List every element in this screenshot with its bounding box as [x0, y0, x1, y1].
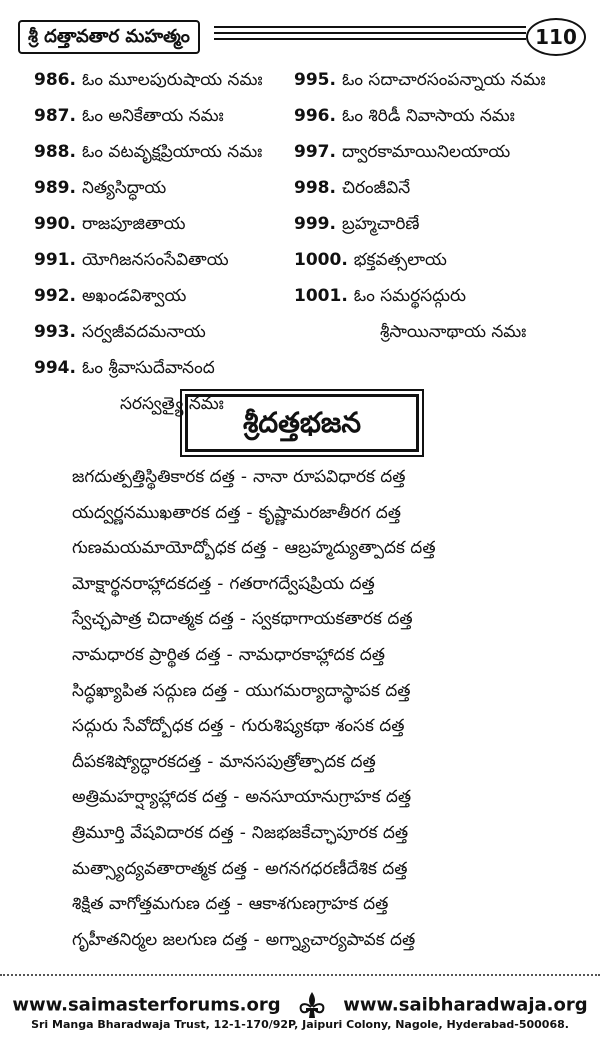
name-text: ఓం సదాచారసంపన్నాయ నమః — [341, 70, 546, 90]
footer-url-left: www.saimasterforums.org — [12, 994, 281, 1016]
bhajana-line — [30, 496, 590, 532]
bhajana-left: యద్వర్ణనముఖతారక దత్త — [72, 502, 241, 523]
name-text: భక్తవత్సలాయ — [353, 250, 447, 270]
bhajana-line — [30, 460, 590, 496]
bhajana-separator: - — [239, 822, 246, 843]
bhajana-left: సద్గురు సేవోద్బోధక దత్త — [72, 716, 224, 737]
bhajana-right: ఆకాశగుణగ్రాహక దత్త — [248, 894, 389, 915]
bhajana-left: మోక్షార్థనరాహ్లాదకదత్త — [72, 573, 212, 594]
name-number: 986. — [34, 70, 76, 90]
name-row — [34, 206, 294, 242]
bhajana-line — [30, 638, 590, 674]
bhajana-left: స్వేచ్ఛపాత్ర చిదాత్మక దత్త — [72, 609, 234, 630]
bhajana-separator: - — [233, 787, 240, 808]
name-row — [34, 350, 294, 386]
footer-divider — [0, 974, 600, 976]
name-row — [294, 98, 594, 134]
bhajana-separator: - — [226, 644, 233, 665]
bhajana-right: గురుశిష్యకథా శంసక దత్త — [241, 716, 405, 737]
name-text: ద్వారకామాయినిలయాయ — [341, 142, 511, 162]
name-text: రాజపూజితాయ — [81, 214, 186, 234]
bhajana-left: జగదుత్పత్తిస్థితికారక దత్త — [72, 467, 235, 487]
bhajana-line — [30, 531, 590, 567]
bhajana-separator: - — [253, 929, 260, 950]
names-column-left — [34, 62, 294, 422]
name-row — [34, 170, 294, 206]
bhajana-right: కృష్ణామరజాతీరగ దత్త — [258, 502, 402, 523]
name-text: చిరంజీవినే — [341, 178, 411, 198]
bhajana-separator: - — [240, 467, 247, 487]
name-number: 992. — [34, 286, 76, 306]
name-continuation: శ్రీసాయినాథాయ నమః — [380, 322, 527, 342]
footer-address: Sri Manga Bharadwaja Trust, 12-1-170/92P, Jaipuri Colony, Nagole, Hyderabad-500068. — [31, 1018, 569, 1031]
bhajana-line — [30, 602, 590, 638]
name-number: 988. — [34, 142, 76, 162]
bhajana-right: స్వకథాగాయకతారక దత్త — [251, 609, 413, 630]
bhajana-right: అనసూయానుగ్రాహక దత్త — [245, 787, 412, 808]
name-number: 1000. — [294, 250, 348, 270]
name-text: సర్వజీవదమనాయ — [81, 322, 206, 342]
bhajana-right: యుగమర్యాదాస్థాపక దత్త — [245, 680, 411, 701]
name-text: ఓం శిరిడీ నివాసాయ నమః — [341, 106, 515, 126]
bhajana-left: నామధారక ప్రార్థిత దత్త — [72, 644, 221, 665]
name-row — [34, 314, 294, 350]
name-text: ఓం సమర్థసద్గురు — [353, 286, 467, 306]
name-number: 999. — [294, 214, 336, 234]
bhajana-left: గుణమయమాయోద్బోధక దత్త — [72, 538, 267, 559]
name-number: 989. — [34, 178, 76, 198]
name-number: 987. — [34, 106, 76, 126]
bhajana-left: మత్స్యాద్యవతారాత్మక దత్త — [72, 858, 248, 879]
section-heading: శ్రీదత్తభజన — [185, 394, 419, 452]
page-header — [18, 18, 586, 58]
bhajana-left: శిక్షిత వాగోత్తమగుణ దత్త — [72, 894, 231, 915]
bhajana-right: గతరాగద్వేషప్రియ దత్త — [229, 573, 375, 594]
bhajana-right: నామధారకాహ్లాదక దత్త — [238, 644, 385, 665]
bhajana-line — [30, 852, 590, 888]
bhajana-line — [30, 674, 590, 710]
bhajana-separator: - — [207, 751, 214, 772]
footer-url-right: www.saibharadwaja.org — [343, 994, 588, 1016]
name-row — [34, 98, 294, 134]
bhajana-right: నానా రూపవిధారక దత్త — [252, 467, 406, 487]
name-number: 995. — [294, 70, 336, 90]
name-number: 998. — [294, 178, 336, 198]
names-column-right — [294, 62, 594, 350]
name-text: నిత్యసిద్ధాయ — [81, 178, 167, 198]
fleur-emblem-icon — [297, 990, 327, 1020]
bhajana-line — [30, 709, 590, 745]
name-row — [294, 242, 594, 278]
bhajana-separator: - — [217, 573, 224, 594]
bhajana-line — [30, 567, 590, 603]
name-row — [34, 242, 294, 278]
name-number: 993. — [34, 322, 76, 342]
header-rule-lines — [214, 26, 526, 46]
bhajana-left: గృహీతనిర్మల జలగుణ దత్త — [72, 929, 248, 950]
name-text: ఓం శ్రీవాసుదేవానంద — [81, 358, 215, 378]
name-number: 991. — [34, 250, 76, 270]
page-footer — [0, 990, 600, 1040]
bhajana-list — [30, 460, 590, 958]
name-row — [294, 62, 594, 98]
name-row — [294, 170, 594, 206]
bhajana-separator: - — [272, 538, 279, 559]
bhajana-left: దీపకశిష్యోద్ధారకదత్త — [72, 751, 202, 772]
bhajana-line — [30, 923, 590, 959]
name-row — [34, 134, 294, 170]
page-number: 110 — [526, 18, 586, 56]
name-number: 994. — [34, 358, 76, 378]
bhajana-line — [30, 816, 590, 852]
bhajana-line — [30, 745, 590, 781]
name-text: ఓం అనికేతాయ నమః — [81, 106, 224, 126]
bhajana-separator: - — [253, 858, 260, 879]
name-text: అఖండవిశ్వాయ — [81, 286, 187, 306]
name-row — [294, 134, 594, 170]
name-row — [34, 278, 294, 314]
bhajana-separator: - — [246, 502, 253, 523]
name-text: ఓం మూలపురుషాయ నమః — [81, 70, 263, 90]
name-number: 990. — [34, 214, 76, 234]
name-row — [294, 206, 594, 242]
bhajana-separator: - — [239, 609, 246, 630]
bhajana-right: అగ్న్యాచార్యపావక దత్త — [265, 929, 416, 950]
name-row — [294, 278, 594, 314]
name-continuation: సరస్వత్యై నమః — [120, 394, 224, 414]
bhajana-right: అగనగధరణీదేశిక దత్త — [265, 858, 408, 879]
name-text: యోగిజనసంసేవితాయ — [81, 250, 229, 270]
bhajana-separator: - — [233, 680, 240, 701]
name-text: ఓం వటవృక్షప్రియాయ నమః — [81, 142, 263, 162]
bhajana-separator: - — [236, 894, 243, 915]
name-number: 1001. — [294, 286, 348, 306]
bhajana-left: సిద్ధఖ్యాపిత సద్గుణ దత్త — [72, 680, 228, 701]
bhajana-right: ఆబ్రహ్మద్యుత్పాదక దత్త — [284, 538, 436, 559]
bhajana-left: అత్రిమహర్ష్యాహ్లాదక దత్త — [72, 787, 228, 808]
bhajana-separator: - — [229, 716, 236, 737]
bhajana-right: మానసపుత్రోత్పాదక దత్త — [219, 751, 376, 772]
bhajana-right: నిజభజకేచ్ఛాపూరక దత్త — [251, 822, 409, 843]
bhajana-line — [30, 887, 590, 923]
name-number: 996. — [294, 106, 336, 126]
bhajana-line — [30, 780, 590, 816]
bhajana-left: త్రిమూర్తి వేషవిదారక దత్త — [72, 822, 234, 843]
name-text: బ్రహ్మచారిణే — [341, 214, 420, 234]
name-row — [34, 62, 294, 98]
names-list — [0, 62, 600, 414]
name-number: 997. — [294, 142, 336, 162]
book-title: శ్రీ దత్తావతార మహత్మం — [18, 20, 200, 54]
